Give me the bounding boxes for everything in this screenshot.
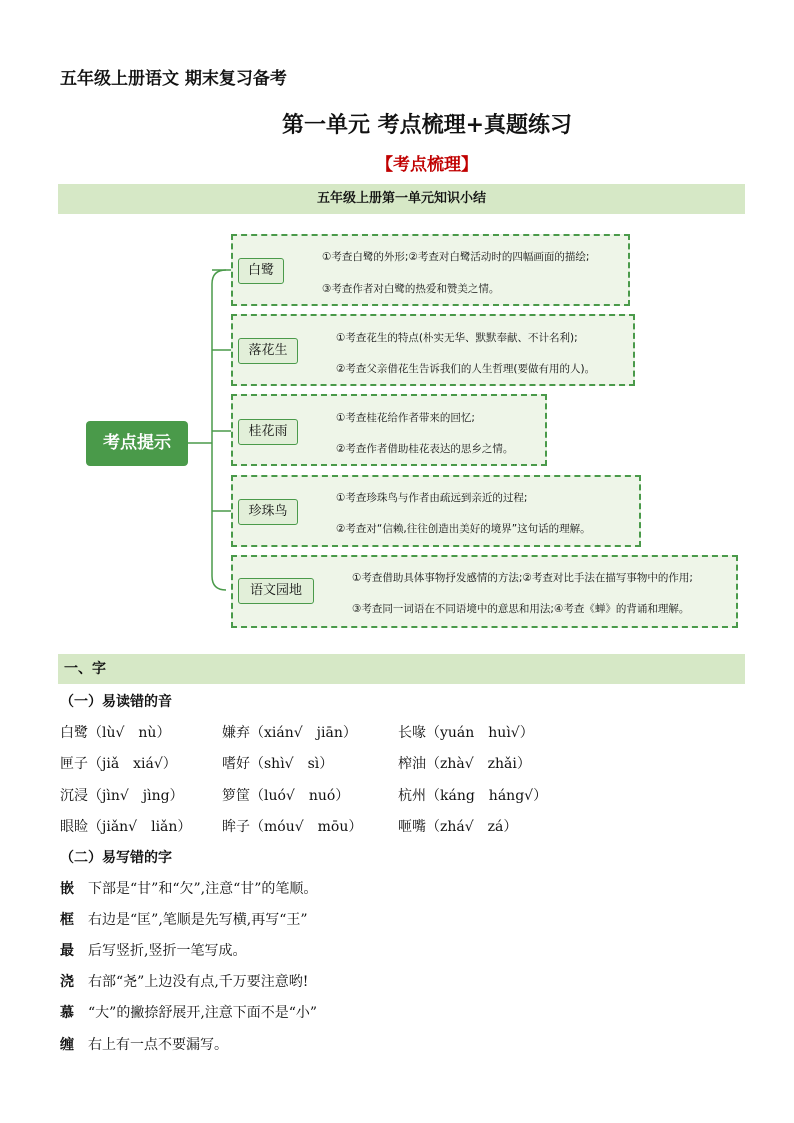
section-subtitle: 【考点梳理】 — [376, 155, 478, 175]
summary-bar-text: 五年级上册第一单元知识小结 — [316, 191, 486, 206]
branch-point: ③考查同一词语在不同语境中的意思和用法;④考查《蝉》的背诵和理解。 — [352, 603, 690, 615]
branch-point: ②考查父亲借花生告诉我们的人生哲理(要做有用的人)。 — [336, 363, 596, 375]
pinyin-item: 嫌弃（xián√ jiān） — [222, 725, 357, 741]
branch-node-luohuasheng: 落花生 — [238, 338, 298, 364]
list-item-char: 浇 — [60, 974, 74, 990]
list-item-text: 右边是“匡”,笔顺是先写横,再写“王” — [88, 912, 308, 928]
list-item — [60, 878, 317, 898]
branch-node-yuwenyuandi: 语文园地 — [238, 578, 314, 604]
list-item — [60, 1002, 317, 1022]
pinyin-item: 沉浸（jìn√ jìng） — [60, 788, 184, 804]
list-item-text: 右上有一点不要漏写。 — [88, 1037, 228, 1053]
pinyin-item: 眸子（móu√ mōu） — [222, 819, 363, 835]
branch-point: ①考查花生的特点(朴实无华、默默奉献、不计名利); — [336, 332, 578, 344]
branch-point: ③考查作者对白鹭的热爱和赞美之情。 — [322, 283, 500, 295]
branch-point: ①考查白鹭的外形;②考查对白鹭活动时的四幅画面的描绘; — [322, 251, 590, 263]
list-item — [60, 940, 246, 960]
list-item-char: 慕 — [60, 1005, 74, 1021]
subsection-heading-writing: （二）易写错的字 — [60, 850, 172, 866]
list-item-text: 下部是“甘”和“欠”,注意“甘”的笔顺。 — [88, 881, 318, 897]
branch-node-guihuayu: 桂花雨 — [238, 419, 298, 445]
page-title: 第一单元 考点梳理+真题练习 — [281, 112, 573, 138]
pinyin-item: 榨油（zhà√ zhǎi） — [398, 756, 531, 772]
pinyin-item: 匣子（jiǎ xiá√） — [60, 756, 177, 772]
pinyin-item: 嗜好（shì√ sì） — [222, 756, 334, 772]
pinyin-item: 杭州（káng háng√） — [398, 788, 548, 804]
list-item-text: 后写竖折,竖折一笔写成。 — [88, 943, 247, 959]
branch-point: ②考查对“信赖,往往创造出美好的境界”这句话的理解。 — [336, 523, 591, 535]
list-item — [60, 909, 308, 929]
list-item-text: 右部“尧”上边没有点,千万要注意哟! — [88, 974, 309, 990]
pinyin-item: 箩筐（luó√ nuó） — [222, 788, 350, 804]
list-item — [60, 1034, 228, 1054]
document-header: 五年级上册语文 期末复习备考 — [60, 69, 287, 89]
section-heading: 一、字 — [64, 661, 106, 677]
subsection-heading-pronunciation: （一）易读错的音 — [60, 694, 172, 710]
list-item-char: 缠 — [60, 1037, 74, 1053]
pinyin-item: 白鹭（lù√ nù） — [60, 725, 171, 741]
pinyin-item: 眼睑（jiǎn√ liǎn） — [60, 819, 192, 835]
pinyin-item: 长喙（yuán huì√） — [398, 725, 534, 741]
list-item-text: “大”的撇捺舒展开,注意下面不是“小” — [88, 1005, 318, 1021]
list-item-char: 嵌 — [60, 881, 74, 897]
mindmap-root: 考点提示 — [86, 421, 188, 466]
branch-node-bailu: 白鹭 — [238, 258, 284, 284]
section-heading-bar — [58, 654, 745, 684]
branch-node-zhenzhuniao: 珍珠鸟 — [238, 499, 298, 525]
list-item — [60, 971, 308, 991]
list-item-char: 最 — [60, 943, 74, 959]
branch-point: ①考查借助具体事物抒发感情的方法;②考查对比手法在描写事物中的作用; — [352, 572, 693, 584]
branch-point: ②考查作者借助桂花表达的思乡之情。 — [336, 443, 514, 455]
pinyin-item: 咂嘴（zhá√ zá） — [398, 819, 518, 835]
branch-point: ①考查桂花给作者带来的回忆; — [336, 412, 475, 424]
list-item-char: 框 — [60, 912, 74, 928]
branch-point: ①考查珍珠鸟与作者由疏远到亲近的过程; — [336, 492, 528, 504]
